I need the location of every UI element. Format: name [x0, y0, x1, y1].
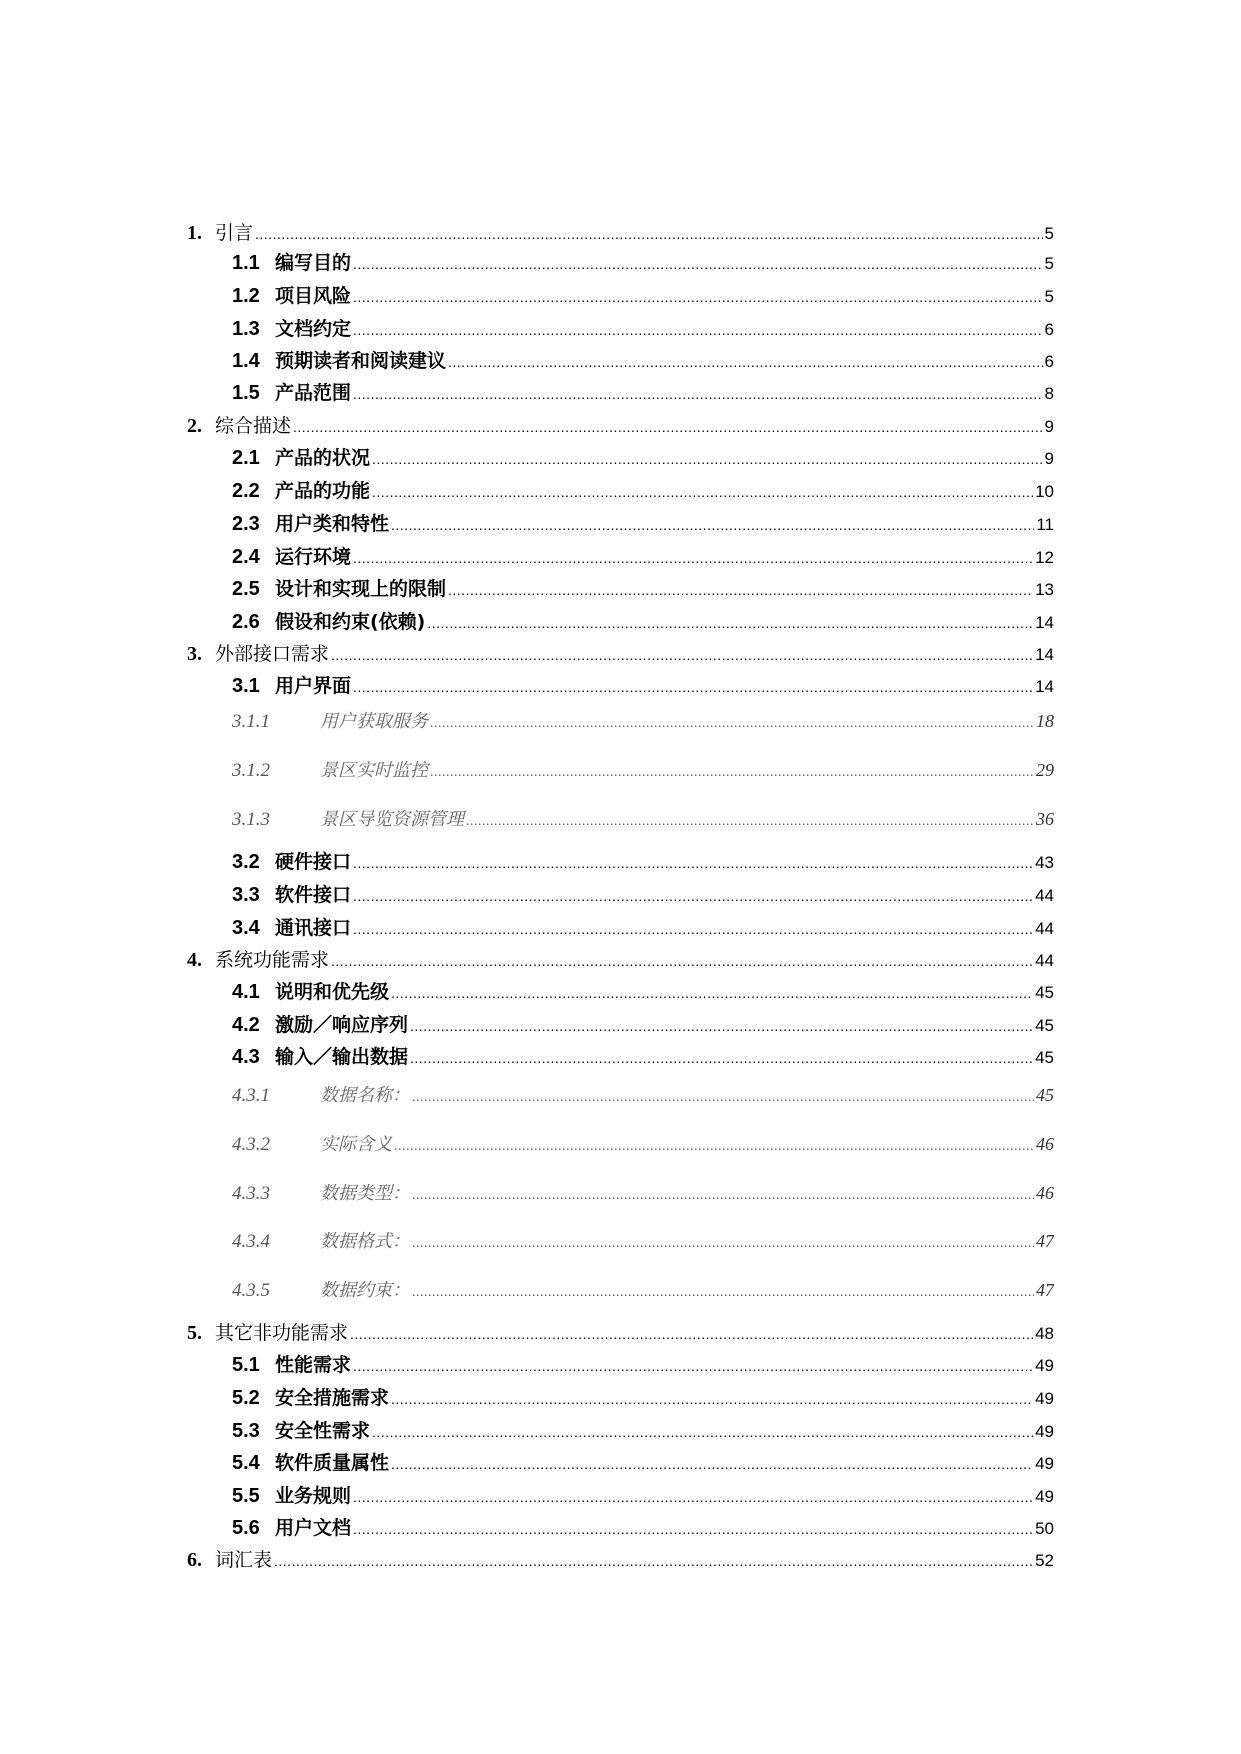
toc-entry-number: 3.3	[232, 884, 260, 906]
toc-entry-level2[interactable]	[232, 608, 1054, 636]
toc-entry-title: 实际含义	[320, 1134, 392, 1155]
toc-entry-title: 通讯接口	[275, 917, 352, 939]
toc-entry-number: 2.1	[232, 447, 260, 469]
dot-leader	[255, 221, 1043, 246]
toc-entry-title: 业务规则	[275, 1485, 352, 1507]
toc-entry-page-number: 29	[1036, 760, 1054, 780]
dot-leader	[412, 1279, 1034, 1304]
toc-entry-page-number: 36	[1036, 809, 1054, 829]
toc-entry-page-number: 49	[1035, 1389, 1054, 1408]
toc-entry-page-number: 12	[1035, 548, 1054, 567]
toc-entry-number: 3.1.1	[232, 711, 270, 732]
toc-entry-level2[interactable]	[232, 848, 1054, 876]
toc-entry-title: 安全性需求	[275, 1420, 371, 1442]
dot-leader	[412, 1084, 1034, 1109]
dot-leader	[466, 808, 1034, 833]
toc-entry-page-number: 8	[1044, 384, 1054, 403]
dot-leader	[353, 673, 1033, 700]
toc-entry-page-number: 48	[1035, 1324, 1054, 1343]
toc-entry-page-number: 5	[1044, 254, 1054, 273]
toc-entry-number: 4.3.5	[232, 1280, 270, 1301]
dot-leader	[430, 710, 1034, 735]
dot-leader	[391, 1450, 1033, 1477]
dot-leader	[353, 250, 1043, 277]
dot-leader	[353, 1352, 1033, 1379]
toc-entry-page-number: 47	[1036, 1280, 1054, 1300]
toc-entry-number: 1.1	[232, 252, 260, 274]
dot-leader	[427, 609, 1033, 636]
toc-entry-level2[interactable]	[232, 249, 1054, 277]
toc-entry-level2[interactable]	[232, 444, 1054, 472]
toc-entry-level2[interactable]	[232, 379, 1054, 407]
toc-entry-title: 数据类型：	[320, 1183, 410, 1204]
dot-leader	[293, 414, 1043, 439]
toc-entry-title: 系统功能需求	[215, 949, 330, 971]
toc-entry-level2[interactable]	[232, 1417, 1054, 1445]
toc-entry-title: 项目风险	[275, 285, 352, 307]
toc-entry-title: 输入／输出数据	[275, 1046, 409, 1068]
toc-entry-level2[interactable]	[232, 1351, 1054, 1379]
toc-entry-level1[interactable]	[187, 1320, 1054, 1346]
toc-entry-page-number: 46	[1036, 1183, 1054, 1203]
toc-entry-level3[interactable]	[232, 1276, 1054, 1304]
toc-entry-page-number: 5	[1044, 287, 1054, 306]
toc-entry-level3[interactable]	[232, 805, 1054, 833]
toc-entry-page-number: 18	[1036, 711, 1054, 731]
toc-entry-page-number: 14	[1035, 645, 1054, 664]
toc-entry-title: 词汇表	[215, 1549, 273, 1571]
dot-leader	[353, 915, 1033, 942]
dot-leader	[353, 882, 1033, 909]
toc-entry-number: 3.2	[232, 851, 260, 873]
toc-entry-level2[interactable]	[232, 575, 1054, 603]
toc-entry-level2[interactable]	[232, 881, 1054, 909]
toc-entry-page-number: 46	[1036, 1134, 1054, 1154]
toc-entry-page-number: 45	[1035, 1048, 1054, 1067]
toc-entry-page-number: 44	[1035, 886, 1054, 905]
toc-entry-page-number: 52	[1035, 1551, 1054, 1570]
toc-entry-level1[interactable]	[187, 947, 1054, 973]
toc-entry-title: 用户文档	[275, 1517, 352, 1539]
toc-entry-title: 产品范围	[275, 382, 352, 404]
toc-entry-title: 数据约束：	[320, 1280, 410, 1301]
toc-entry-number: 1.3	[232, 318, 260, 340]
toc-entry-number: 1.4	[232, 350, 260, 372]
toc-entry-title: 数据名称：	[320, 1085, 410, 1106]
toc-entry-number: 6.	[187, 1549, 202, 1571]
toc-entry-page-number: 10	[1035, 482, 1054, 501]
toc-entry-number: 2.5	[232, 578, 260, 600]
dot-leader	[353, 316, 1043, 343]
toc-entry-number: 4.	[187, 949, 202, 971]
toc-entry-number: 4.3.3	[232, 1183, 270, 1204]
toc-entry-level3[interactable]	[232, 707, 1054, 735]
toc-entry-number: 5.3	[232, 1420, 260, 1442]
toc-entry-page-number: 44	[1035, 919, 1054, 938]
dot-leader	[353, 849, 1033, 876]
dot-leader	[430, 759, 1034, 784]
toc-entry-title: 文档约定	[275, 318, 352, 340]
toc-entry-level2[interactable]	[232, 672, 1054, 700]
toc-entry-title: 用户界面	[275, 675, 352, 697]
toc-entry-page-number: 9	[1044, 449, 1054, 468]
toc-entry-level1[interactable]	[187, 413, 1054, 439]
toc-entry-page-number: 47	[1036, 1231, 1054, 1251]
toc-entry-level3[interactable]	[232, 756, 1054, 784]
toc-entry-number: 3.1.2	[232, 760, 270, 781]
dot-leader	[448, 576, 1033, 603]
toc-entry-number: 4.1	[232, 981, 260, 1003]
dot-leader	[372, 478, 1033, 505]
dot-leader	[350, 1321, 1033, 1346]
toc-entry-level2[interactable]	[232, 510, 1054, 538]
toc-entry-number: 4.3.4	[232, 1231, 270, 1252]
toc-entry-title: 编写目的	[275, 252, 352, 274]
dot-leader	[331, 948, 1033, 973]
dot-leader	[274, 1548, 1033, 1573]
toc-entry-page-number: 44	[1035, 951, 1054, 970]
dot-leader	[353, 544, 1033, 571]
toc-entry-level1[interactable]	[187, 220, 1054, 246]
toc-entry-level1[interactable]	[187, 1547, 1054, 1573]
toc-entry-level2[interactable]	[232, 1449, 1054, 1477]
toc-entry-page-number: 43	[1035, 853, 1054, 872]
toc-entry-page-number: 45	[1035, 1016, 1054, 1035]
toc-entry-number: 1.2	[232, 285, 260, 307]
toc-entry-page-number: 49	[1035, 1356, 1054, 1375]
toc-entry-level3[interactable]	[232, 1179, 1054, 1207]
toc-entry-page-number: 45	[1035, 983, 1054, 1002]
toc-entry-title: 运行环境	[275, 546, 352, 568]
toc-entry-number: 4.3	[232, 1046, 260, 1068]
dot-leader	[353, 380, 1043, 407]
dot-leader	[391, 511, 1034, 538]
dot-leader	[448, 348, 1043, 375]
dot-leader	[372, 1418, 1033, 1445]
toc-entry-level1[interactable]	[187, 641, 1054, 667]
toc-entry-title: 景区导览资源管理	[320, 809, 464, 830]
toc-entry-title: 硬件接口	[275, 851, 352, 873]
toc-entry-title: 外部接口需求	[215, 643, 330, 665]
toc-entry-page-number: 45	[1036, 1085, 1054, 1105]
toc-entry-number: 5.5	[232, 1485, 260, 1507]
toc-entry-page-number: 6	[1044, 320, 1054, 339]
toc-entry-title: 性能需求	[275, 1354, 352, 1376]
toc-entry-number: 5.	[187, 1322, 202, 1344]
toc-entry-level2[interactable]	[232, 1482, 1054, 1510]
toc-entry-number: 1.	[187, 222, 202, 244]
toc-entry-title: 激励／响应序列	[275, 1014, 409, 1036]
dot-leader	[410, 1012, 1033, 1039]
dot-leader	[353, 1515, 1033, 1542]
toc-entry-number: 4.3.2	[232, 1134, 270, 1155]
dot-leader	[391, 979, 1033, 1006]
toc-entry-title: 说明和优先级	[275, 981, 390, 1003]
dot-leader	[394, 1133, 1034, 1158]
toc-entry-page-number: 14	[1035, 677, 1054, 696]
toc-entry-title: 其它非功能需求	[215, 1322, 349, 1344]
toc-entry-number: 5.6	[232, 1517, 260, 1539]
toc-entry-page-number: 6	[1044, 352, 1054, 371]
dot-leader	[412, 1230, 1034, 1255]
dot-leader	[331, 642, 1033, 667]
toc-entry-number: 4.3.1	[232, 1085, 270, 1106]
toc-entry-title: 安全措施需求	[275, 1387, 390, 1409]
toc-entry-level2[interactable]	[232, 315, 1054, 343]
toc-entry-number: 1.5	[232, 382, 260, 404]
toc-entry-level2[interactable]	[232, 543, 1054, 571]
toc-entry-title: 综合描述	[215, 415, 292, 437]
toc-entry-title: 产品的状况	[275, 447, 371, 469]
toc-entry-page-number: 49	[1035, 1487, 1054, 1506]
toc-entry-page-number: 5	[1044, 224, 1054, 243]
dot-leader	[353, 1483, 1033, 1510]
toc-entry-level2[interactable]	[232, 978, 1054, 1006]
toc-entry-level3[interactable]	[232, 1227, 1054, 1255]
toc-entry-page-number: 49	[1035, 1422, 1054, 1441]
toc-entry-number: 3.4	[232, 917, 260, 939]
dot-leader	[410, 1044, 1033, 1071]
toc-entry-title: 景区实时监控	[320, 760, 428, 781]
toc-entry-number: 2.4	[232, 546, 260, 568]
toc-entry-number: 2.6	[232, 611, 260, 633]
toc-entry-level2[interactable]	[232, 1384, 1054, 1412]
toc-entry-page-number: 9	[1044, 417, 1054, 436]
toc-entry-level3[interactable]	[232, 1081, 1054, 1109]
toc-entry-number: 3.	[187, 643, 202, 665]
toc-entry-page-number: 13	[1035, 580, 1054, 599]
toc-entry-level2[interactable]	[232, 914, 1054, 942]
toc-entry-level2[interactable]	[232, 1043, 1054, 1071]
toc-entry-page-number: 49	[1035, 1454, 1054, 1473]
toc-entry-number: 3.1.3	[232, 809, 270, 830]
toc-entry-number: 4.2	[232, 1014, 260, 1036]
dot-leader	[412, 1182, 1034, 1207]
toc-entry-title: 预期读者和阅读建议	[275, 350, 447, 372]
toc-entry-level2[interactable]	[232, 1011, 1054, 1039]
toc-entry-title: 设计和实现上的限制	[275, 578, 447, 600]
toc-entry-number: 2.	[187, 415, 202, 437]
toc-entry-page-number: 50	[1035, 1519, 1054, 1538]
toc-entry-number: 5.1	[232, 1354, 260, 1376]
toc-entry-level2[interactable]	[232, 347, 1054, 375]
toc-entry-title: 产品的功能	[275, 480, 371, 502]
toc-entry-title: 用户类和特性	[275, 513, 390, 535]
toc-entry-title: 引言	[215, 222, 254, 244]
toc-entry-level3[interactable]	[232, 1130, 1054, 1158]
toc-entry-title: 用户获取服务	[320, 711, 428, 732]
toc-entry-page-number: 14	[1035, 613, 1054, 632]
toc-entry-number: 5.4	[232, 1452, 260, 1474]
toc-entry-level2[interactable]	[232, 477, 1054, 505]
toc-entry-page-number: 11	[1036, 515, 1054, 534]
toc-entry-number: 2.2	[232, 480, 260, 502]
dot-leader	[372, 445, 1043, 472]
toc-entry-title: 数据格式：	[320, 1231, 410, 1252]
dot-leader	[391, 1385, 1033, 1412]
toc-entry-number: 3.1	[232, 675, 260, 697]
toc-entry-number: 2.3	[232, 513, 260, 535]
toc-entry-title: 假设和约束(依赖)	[275, 611, 426, 633]
dot-leader	[353, 283, 1043, 310]
toc-entry-level2[interactable]	[232, 1514, 1054, 1542]
toc-entry-title: 软件接口	[275, 884, 352, 906]
toc-entry-number: 5.2	[232, 1387, 260, 1409]
toc-entry-title: 软件质量属性	[275, 1452, 390, 1474]
toc-entry-level2[interactable]	[232, 282, 1054, 310]
